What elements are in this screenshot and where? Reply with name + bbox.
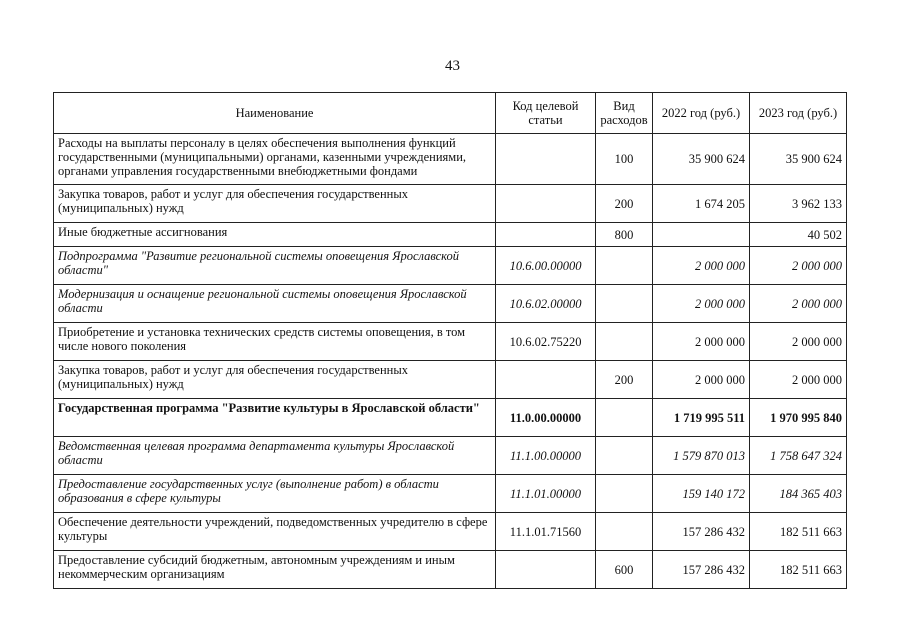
- row-amount-2023-cell: 1 758 647 324: [750, 437, 847, 475]
- row-name-cell: Закупка товаров, работ и услуг для обеспечения государственных (муниципальных) нужд: [54, 361, 496, 399]
- table-row: [54, 513, 847, 551]
- row-amount-2023-cell: 35 900 624: [750, 134, 847, 185]
- table-row: [54, 361, 847, 399]
- row-target-code-cell: [496, 551, 596, 589]
- table-header-row: [54, 93, 847, 134]
- row-name-cell: Иные бюджетные ассигнования: [54, 223, 496, 247]
- row-expense-type-cell: [596, 437, 653, 475]
- row-amount-2022-cell: 2 000 000: [653, 285, 750, 323]
- row-name-cell: Расходы на выплаты персоналу в целях обеспечения выполнения функций государственными (муниципальными) органами, казенными учреждениями, органами управления государственными внебюджетными фондами: [54, 134, 496, 185]
- row-expense-type-cell: [596, 285, 653, 323]
- row-target-code-cell: [496, 361, 596, 399]
- row-amount-2022-cell: 2 000 000: [653, 323, 750, 361]
- row-name-cell: Предоставление государственных услуг (выполнение работ) в области образования в сфере культуры: [54, 475, 496, 513]
- row-amount-2023-cell: 1 970 995 840: [750, 399, 847, 437]
- row-amount-2022-cell: 1 579 870 013: [653, 437, 750, 475]
- row-amount-2023-cell: 2 000 000: [750, 285, 847, 323]
- row-amount-2022-cell: [653, 223, 750, 247]
- row-expense-type-cell: [596, 323, 653, 361]
- row-amount-2023-cell: 182 511 663: [750, 551, 847, 589]
- row-amount-2023-cell: 3 962 133: [750, 185, 847, 223]
- table-row: [54, 437, 847, 475]
- row-target-code-cell: 11.1.01.00000: [496, 475, 596, 513]
- row-target-code-cell: 11.0.00.00000: [496, 399, 596, 437]
- row-name-cell: Модернизация и оснащение региональной системы оповещения Ярославской области: [54, 285, 496, 323]
- row-amount-2023-cell: 40 502: [750, 223, 847, 247]
- table-row: [54, 399, 847, 437]
- row-target-code-cell: 10.6.02.75220: [496, 323, 596, 361]
- table-body: [54, 134, 847, 589]
- row-expense-type-cell: 200: [596, 361, 653, 399]
- row-amount-2022-cell: 1 719 995 511: [653, 399, 750, 437]
- row-amount-2022-cell: 35 900 624: [653, 134, 750, 185]
- row-amount-2023-cell: 182 511 663: [750, 513, 847, 551]
- header-name: Наименование: [54, 93, 496, 134]
- header-year-2022: 2022 год (руб.): [653, 93, 750, 134]
- row-name-cell: Закупка товаров, работ и услуг для обеспечения государственных (муниципальных) нужд: [54, 185, 496, 223]
- row-amount-2023-cell: 184 365 403: [750, 475, 847, 513]
- row-target-code-cell: [496, 134, 596, 185]
- table-row: [54, 185, 847, 223]
- row-name-cell: Приобретение и установка технических средств системы оповещения, в том числе нового поколения: [54, 323, 496, 361]
- row-name-cell: Государственная программа "Развитие культуры в Ярославской области": [54, 399, 496, 437]
- row-expense-type-cell: 200: [596, 185, 653, 223]
- row-target-code-cell: 11.1.01.71560: [496, 513, 596, 551]
- table-row: [54, 247, 847, 285]
- row-amount-2022-cell: 2 000 000: [653, 361, 750, 399]
- row-expense-type-cell: 800: [596, 223, 653, 247]
- row-target-code-cell: 10.6.02.00000: [496, 285, 596, 323]
- row-expense-type-cell: [596, 399, 653, 437]
- page-number: 43: [445, 58, 460, 74]
- row-amount-2023-cell: 2 000 000: [750, 361, 847, 399]
- row-expense-type-cell: [596, 475, 653, 513]
- row-name-cell: Предоставление субсидий бюджетным, автономным учреждениям и иным некоммерческим организациям: [54, 551, 496, 589]
- row-target-code-cell: [496, 185, 596, 223]
- table-row: [54, 285, 847, 323]
- table-row: [54, 475, 847, 513]
- row-amount-2022-cell: 1 674 205: [653, 185, 750, 223]
- row-expense-type-cell: [596, 247, 653, 285]
- table-row: [54, 551, 847, 589]
- row-expense-type-cell: 600: [596, 551, 653, 589]
- row-target-code-cell: 11.1.00.00000: [496, 437, 596, 475]
- row-target-code-cell: 10.6.00.00000: [496, 247, 596, 285]
- row-name-cell: Подпрограмма "Развитие региональной системы оповещения Ярославской области": [54, 247, 496, 285]
- budget-table: [53, 92, 847, 589]
- row-amount-2023-cell: 2 000 000: [750, 247, 847, 285]
- row-amount-2023-cell: 2 000 000: [750, 323, 847, 361]
- row-expense-type-cell: [596, 513, 653, 551]
- row-amount-2022-cell: 2 000 000: [653, 247, 750, 285]
- header-expense-type: Вид расходов: [596, 93, 653, 134]
- table-row: [54, 323, 847, 361]
- header-target-code: Код целевой статьи: [496, 93, 596, 134]
- row-target-code-cell: [496, 223, 596, 247]
- table-row: [54, 223, 847, 247]
- table-row: [54, 134, 847, 185]
- row-amount-2022-cell: 157 286 432: [653, 513, 750, 551]
- row-name-cell: Ведомственная целевая программа департамента культуры Ярославской области: [54, 437, 496, 475]
- row-amount-2022-cell: 159 140 172: [653, 475, 750, 513]
- row-expense-type-cell: 100: [596, 134, 653, 185]
- header-year-2023: 2023 год (руб.): [750, 93, 847, 134]
- row-name-cell: Обеспечение деятельности учреждений, подведомственных учредителю в сфере культуры: [54, 513, 496, 551]
- row-amount-2022-cell: 157 286 432: [653, 551, 750, 589]
